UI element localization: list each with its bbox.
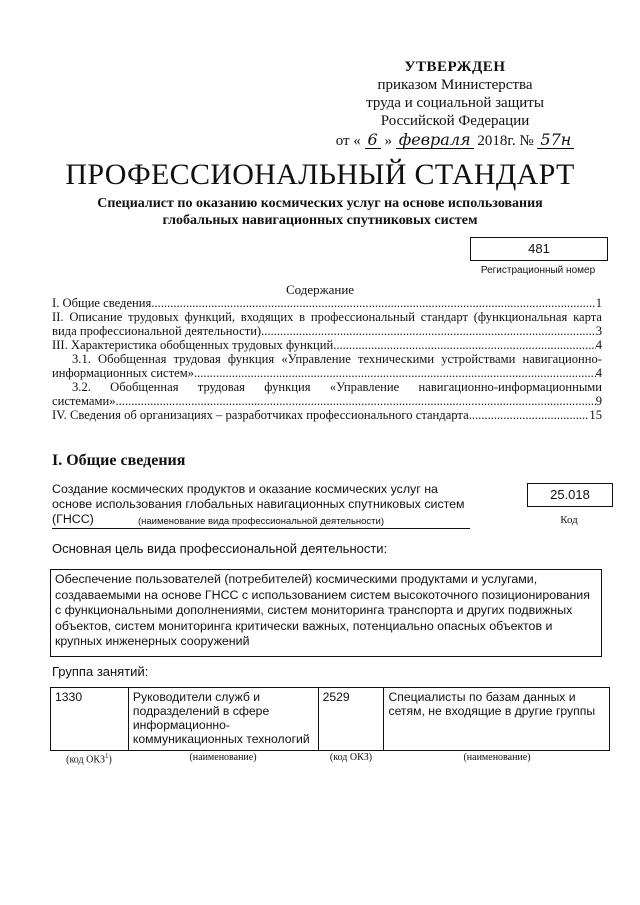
approval-line-2: труда и социальной защиты: [366, 95, 544, 111]
date-month: февраля: [396, 132, 474, 149]
goal-text: Обеспечение пользователей (потребителей) космическими продуктами и услугами, создаваемыми на основе ГНСС с использованием систем высокоточного позиционирования с функциональными дополнениями, систем мониторинга транспорта и других подвижных объектов, систем мониторинга критически важных, потенциально опасных объектов и крупных инженерных сооружений: [50, 569, 602, 657]
toc-item-2[interactable]: [52, 324, 602, 338]
toc-item-text: вида профессиональной деятельности): [52, 324, 262, 338]
toc-item-text: I. Общие сведения: [52, 296, 152, 310]
date-year: 2018: [477, 133, 508, 149]
toc-item-text: системами»: [52, 394, 116, 408]
caption-code-okz-2: (код ОКЗ): [329, 752, 373, 763]
toc-leader: [151, 296, 595, 310]
approval-date-line: [330, 132, 580, 150]
footnote-mark[interactable]: 1: [105, 752, 109, 760]
caption-code-okz: [50, 752, 128, 765]
toc-item-5[interactable]: [52, 394, 602, 408]
date-day: 6: [365, 132, 381, 149]
toc-item-text: информационных систем»: [52, 366, 194, 380]
table-row: [51, 688, 610, 751]
toc-item-page: 4: [595, 338, 602, 352]
approval-line-1: приказом Министерства: [377, 77, 533, 93]
approval-heading: УТВЕРЖДЕН: [404, 59, 506, 75]
toc-leader: [261, 324, 596, 338]
toc-item-text: III. Характеристика обобщенных трудовых функций: [52, 338, 334, 352]
toc-item-page: 4: [595, 366, 602, 380]
occupation-code-1: 1330: [51, 688, 129, 751]
document-subtitle: Специалист по оказанию космических услуг на основе использования глобальных навигационных спутниковых систем: [97, 196, 543, 228]
registration-number: 481: [470, 237, 608, 261]
toc-item-page: 1: [595, 296, 602, 310]
order-number: 57н: [537, 132, 574, 149]
date-prefix: от «: [335, 133, 361, 149]
activity-name: Создание космических продуктов и оказание космических услуг на основе использования глобальных навигационных спутниковых систем (ГНСС): [52, 482, 470, 529]
occupation-name-2: Специалисты по базам данных и сетям, не входящие в другие группы: [384, 688, 610, 751]
occupation-table: [50, 687, 610, 751]
toc-item-page: 3: [595, 324, 602, 338]
toc-leader: [194, 366, 596, 380]
toc-leader: [116, 394, 596, 408]
caption-close: ): [108, 754, 112, 766]
goal-label: Основная цель вида профессиональной деятельности:: [52, 541, 388, 556]
caption-name: (наименование): [189, 752, 257, 763]
registration-label: Регистрационный номер: [480, 265, 596, 276]
toc-item-text: IV. Сведения об организациях – разработчиках профессионального стандарта: [52, 408, 469, 422]
toc-item-4-line-1[interactable]: 3.1. Обобщенная трудовая функция «Управление техническими устройствами навигационно-: [72, 352, 602, 366]
number-prefix: г. №: [507, 133, 534, 149]
toc-leader: [333, 338, 596, 352]
toc-item-6[interactable]: [52, 408, 602, 422]
approval-block: [330, 58, 580, 150]
date-mid: »: [384, 133, 392, 149]
toc-item-1[interactable]: [52, 296, 602, 310]
toc-item-2-line-1[interactable]: II. Описание трудовых функций, входящих в профессиональный стандарт (функциональная карта: [52, 310, 602, 324]
occupation-name-1: Руководители служб и подразделений в сфере информационно-коммуникационных технологий: [128, 688, 318, 751]
table-of-contents: [52, 296, 602, 422]
occupation-code-2: 2529: [318, 688, 384, 751]
toc-leader: [469, 408, 590, 422]
toc-item-page: 9: [595, 394, 602, 408]
approval-line-3: Российской Федерации: [380, 113, 530, 129]
document-title: ПРОФЕССИОНАЛЬНЫЙ СТАНДАРТ: [65, 158, 575, 191]
caption-text: (код ОКЗ: [66, 754, 106, 766]
code-caption: Код: [560, 514, 578, 526]
activity-caption: (наименование вида профессиональной деятельности): [137, 516, 385, 527]
section-title: I. Общие сведения: [52, 452, 186, 469]
group-label: Группа занятий:: [52, 664, 149, 679]
toc-item-5-line-1[interactable]: 3.2. Обобщенная трудовая функция «Управление навигационно-информационными: [72, 380, 602, 394]
activity-code: 25.018: [527, 483, 613, 507]
toc-heading: Содержание: [285, 282, 355, 297]
toc-item-4[interactable]: [52, 366, 602, 380]
caption-name-2: (наименование): [463, 752, 531, 763]
toc-item-page: 15: [589, 408, 602, 422]
toc-item-3[interactable]: [52, 338, 602, 352]
